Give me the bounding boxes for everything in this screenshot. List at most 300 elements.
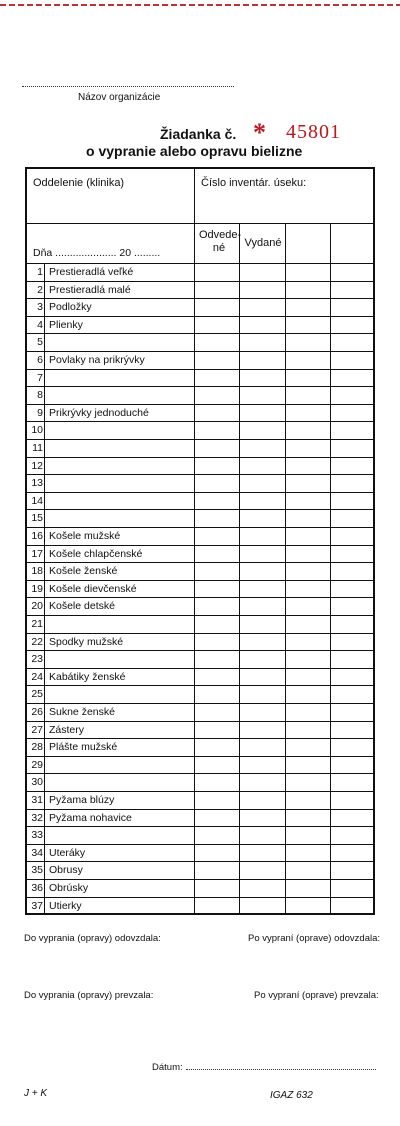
col-sep-2-header	[285, 223, 286, 263]
row-column-separator	[194, 686, 195, 703]
row-number: 7	[37, 371, 43, 384]
row-column-separator	[194, 458, 195, 475]
row-column-separator	[44, 493, 45, 510]
row-number: 12	[31, 459, 43, 472]
row-column-separator	[44, 634, 45, 651]
row-column-separator	[194, 264, 195, 281]
row-number: 6	[37, 354, 43, 366]
row-column-separator	[330, 598, 331, 615]
row-column-separator	[194, 722, 195, 739]
row-column-separator	[44, 739, 45, 756]
row-item-name: Zástery	[49, 723, 85, 736]
row-column-separator	[44, 686, 45, 703]
row-column-separator	[194, 510, 195, 527]
row-column-separator	[194, 827, 195, 844]
date-line	[186, 1069, 376, 1070]
row-number: 25	[31, 688, 43, 701]
row-item-name: Obrúsky	[49, 882, 89, 894]
column-header-delivered: Odvede- né	[199, 229, 242, 254]
row-number: 21	[31, 618, 43, 630]
table-row	[27, 492, 373, 510]
row-number: 15	[31, 512, 43, 525]
row-column-separator	[194, 528, 195, 545]
table-row	[27, 527, 373, 545]
row-column-separator	[44, 774, 45, 791]
row-column-separator	[330, 317, 331, 334]
row-column-separator	[44, 669, 45, 686]
received-for-wash-label: Do vyprania (opravy) prevzala:	[24, 990, 154, 1001]
row-column-separator	[285, 616, 286, 633]
footer-left-mark: J + K	[24, 1088, 48, 1099]
table-row	[27, 404, 373, 422]
row-column-separator	[330, 299, 331, 316]
row-column-separator	[239, 528, 240, 545]
row-column-separator	[285, 317, 286, 334]
row-column-separator	[330, 686, 331, 703]
row-item-name: Plienky	[49, 318, 83, 331]
row-column-separator	[44, 370, 45, 387]
table-row	[27, 562, 373, 580]
row-column-separator	[285, 598, 286, 615]
row-column-separator	[330, 493, 331, 510]
row-column-separator	[330, 475, 331, 492]
row-column-separator	[239, 898, 240, 915]
row-column-separator	[330, 898, 331, 915]
row-column-separator	[44, 422, 45, 439]
row-column-separator	[285, 686, 286, 703]
row-column-separator	[285, 563, 286, 580]
row-column-separator	[44, 722, 45, 739]
row-column-separator	[194, 810, 195, 827]
row-column-separator	[194, 317, 195, 334]
row-column-separator	[285, 880, 286, 897]
row-column-separator	[285, 458, 286, 475]
row-column-separator	[330, 264, 331, 281]
row-column-separator	[330, 810, 331, 827]
row-number: 31	[31, 794, 43, 806]
row-column-separator	[44, 405, 45, 422]
row-column-separator	[239, 334, 240, 351]
row-column-separator	[285, 898, 286, 915]
table-row	[27, 439, 373, 457]
row-column-separator	[330, 405, 331, 422]
row-column-separator	[194, 845, 195, 862]
row-number: 10	[31, 424, 43, 437]
department-label: Oddelenie (klinika)	[33, 177, 125, 189]
row-column-separator	[285, 722, 286, 739]
row-column-separator	[44, 810, 45, 827]
row-column-separator	[194, 299, 195, 316]
row-column-separator	[330, 827, 331, 844]
row-column-separator	[330, 546, 331, 563]
row-column-separator	[239, 827, 240, 844]
row-column-separator	[239, 370, 240, 387]
row-column-separator	[194, 634, 195, 651]
date-label: Dátum:	[152, 1062, 183, 1073]
row-column-separator	[285, 475, 286, 492]
row-column-separator	[194, 880, 195, 897]
row-column-separator	[44, 528, 45, 545]
row-item-name: Košele mužské	[49, 530, 121, 542]
row-column-separator	[239, 440, 240, 457]
row-item-name: Spodky mužské	[49, 635, 124, 648]
row-item-name: Prikrývky jednoduché	[49, 406, 149, 419]
laundry-request-table	[25, 167, 375, 915]
organization-name-line	[22, 86, 234, 87]
table-row	[27, 386, 373, 404]
row-column-separator	[330, 510, 331, 527]
table-row	[27, 369, 373, 387]
inventory-section-label: Číslo inventár. úseku:	[201, 177, 307, 189]
row-column-separator	[285, 405, 286, 422]
table-row	[27, 879, 373, 897]
row-column-separator	[44, 757, 45, 774]
row-number: 3	[37, 301, 43, 314]
row-column-separator	[239, 792, 240, 809]
row-item-name: Pyžama blúzy	[49, 794, 115, 806]
table-row	[27, 597, 373, 615]
table-row	[27, 316, 373, 334]
row-column-separator	[44, 792, 45, 809]
row-number: 4	[37, 318, 43, 331]
row-column-separator	[330, 440, 331, 457]
row-column-separator	[285, 739, 286, 756]
row-number: 1	[37, 266, 43, 278]
table-row	[27, 650, 373, 668]
row-number: 23	[31, 653, 43, 666]
row-column-separator	[330, 669, 331, 686]
row-column-separator	[330, 563, 331, 580]
table-row	[27, 668, 373, 686]
document-title: Žiadanka č.	[160, 126, 237, 142]
row-column-separator	[44, 387, 45, 404]
row-column-separator	[285, 704, 286, 721]
row-column-separator	[44, 598, 45, 615]
row-column-separator	[44, 282, 45, 299]
table-row	[27, 333, 373, 351]
row-column-separator	[194, 422, 195, 439]
row-column-separator	[285, 651, 286, 668]
row-item-name: Košele detské	[49, 600, 115, 613]
row-column-separator	[239, 739, 240, 756]
column-header-issued: Vydané	[244, 237, 282, 249]
header-divider-right	[194, 223, 373, 224]
row-number: 20	[31, 600, 43, 613]
header-divider	[27, 223, 195, 224]
row-number: 11	[32, 442, 43, 454]
table-row	[27, 861, 373, 879]
row-column-separator	[239, 282, 240, 299]
row-column-separator	[194, 862, 195, 879]
handed-after-wash-label: Po vypraní (oprave) odovzdala:	[248, 933, 381, 944]
row-column-separator	[330, 422, 331, 439]
table-row	[27, 756, 373, 774]
row-item-name: Sukne ženské	[49, 706, 115, 718]
row-column-separator	[285, 387, 286, 404]
row-number: 2	[37, 283, 43, 296]
row-column-separator	[239, 669, 240, 686]
row-column-separator	[330, 757, 331, 774]
handed-for-wash-label: Do vyprania (opravy) odovzdala:	[24, 933, 161, 944]
row-number: 26	[31, 706, 43, 718]
row-item-name: Podložky	[49, 301, 92, 314]
table-row	[27, 633, 373, 651]
row-item-name: Košele dievčenské	[49, 582, 137, 595]
row-column-separator	[285, 827, 286, 844]
row-column-separator	[285, 792, 286, 809]
row-number: 8	[37, 389, 43, 402]
table-row	[27, 545, 373, 563]
row-number: 18	[31, 565, 43, 578]
row-column-separator	[44, 458, 45, 475]
col-sep-3-header	[330, 223, 331, 263]
row-column-separator	[194, 405, 195, 422]
row-column-separator	[330, 880, 331, 897]
row-column-separator	[194, 669, 195, 686]
row-column-separator	[239, 422, 240, 439]
row-number: 37	[31, 899, 43, 912]
row-item-name: Uteráky	[49, 846, 86, 859]
row-column-separator	[44, 334, 45, 351]
table-row	[27, 474, 373, 492]
footer-form-code: IGAZ 632	[270, 1090, 313, 1101]
row-column-separator	[239, 651, 240, 668]
row-column-separator	[239, 598, 240, 615]
table-row	[27, 773, 373, 791]
row-column-separator	[44, 563, 45, 580]
row-column-separator	[285, 669, 286, 686]
row-column-separator	[194, 704, 195, 721]
row-column-separator	[194, 792, 195, 809]
row-number: 14	[31, 494, 43, 507]
row-item-name: Utierky	[49, 899, 82, 912]
row-column-separator	[194, 898, 195, 915]
row-column-separator	[285, 493, 286, 510]
row-item-name: Pyžama nohavice	[49, 811, 132, 824]
row-column-separator	[194, 352, 195, 369]
table-row	[27, 615, 373, 633]
row-column-separator	[239, 704, 240, 721]
row-column-separator	[239, 546, 240, 563]
row-column-separator	[44, 651, 45, 668]
row-column-separator	[44, 299, 45, 316]
table-row	[27, 281, 373, 299]
date-field-label: Dňa ..................... 20 .........	[33, 247, 161, 259]
table-row	[27, 738, 373, 756]
row-column-separator	[239, 581, 240, 598]
row-column-separator	[285, 546, 286, 563]
row-column-separator	[239, 774, 240, 791]
row-item-name: Prestieradlá malé	[49, 283, 131, 296]
row-column-separator	[285, 299, 286, 316]
row-column-separator	[194, 774, 195, 791]
row-column-separator	[194, 563, 195, 580]
row-column-separator	[44, 440, 45, 457]
row-column-separator	[330, 862, 331, 879]
row-column-separator	[194, 616, 195, 633]
row-column-separator	[285, 810, 286, 827]
row-column-separator	[285, 264, 286, 281]
table-row	[27, 263, 373, 281]
table-row	[27, 844, 373, 862]
row-column-separator	[239, 352, 240, 369]
row-column-separator	[194, 739, 195, 756]
row-item-name: Plášte mužské	[49, 741, 118, 754]
row-column-separator	[330, 739, 331, 756]
row-item-name: Kabátiky ženské	[49, 670, 126, 683]
row-column-separator	[194, 757, 195, 774]
row-column-separator	[239, 510, 240, 527]
row-column-separator	[194, 282, 195, 299]
row-column-separator	[44, 475, 45, 492]
table-row	[27, 509, 373, 527]
row-column-separator	[285, 862, 286, 879]
row-column-separator	[285, 282, 286, 299]
row-column-separator	[239, 616, 240, 633]
row-column-separator	[285, 334, 286, 351]
row-column-separator	[285, 352, 286, 369]
row-column-separator	[44, 845, 45, 862]
row-column-separator	[239, 387, 240, 404]
row-number: 24	[31, 670, 43, 683]
row-number: 28	[31, 741, 43, 754]
row-column-separator	[44, 264, 45, 281]
row-number: 9	[37, 406, 43, 419]
row-column-separator	[330, 845, 331, 862]
row-column-separator	[44, 546, 45, 563]
row-column-separator	[285, 422, 286, 439]
row-column-separator	[285, 510, 286, 527]
row-column-separator	[285, 757, 286, 774]
row-column-separator	[285, 774, 286, 791]
row-column-separator	[194, 334, 195, 351]
row-column-separator	[239, 299, 240, 316]
row-column-separator	[239, 862, 240, 879]
header-vertical-divider	[194, 169, 195, 263]
row-column-separator	[194, 370, 195, 387]
table-row	[27, 826, 373, 844]
row-column-separator	[44, 581, 45, 598]
row-column-separator	[44, 616, 45, 633]
row-column-separator	[330, 792, 331, 809]
row-number: 33	[31, 829, 43, 842]
row-column-separator	[239, 264, 240, 281]
row-column-separator	[330, 722, 331, 739]
document-subtitle: o vypranie alebo opravu bielizne	[86, 143, 303, 159]
table-row	[27, 298, 373, 316]
row-number: 36	[31, 882, 43, 894]
row-number: 13	[31, 477, 43, 490]
row-column-separator	[44, 827, 45, 844]
row-column-separator	[44, 880, 45, 897]
row-column-separator	[44, 510, 45, 527]
row-column-separator	[285, 845, 286, 862]
document-number: 45801	[286, 121, 341, 143]
row-column-separator	[194, 475, 195, 492]
row-column-separator	[194, 493, 195, 510]
row-column-separator	[239, 405, 240, 422]
row-column-separator	[330, 634, 331, 651]
received-after-wash-label: Po vypraní (oprave) prevzala:	[254, 990, 379, 1001]
table-row	[27, 809, 373, 827]
row-column-separator	[330, 774, 331, 791]
row-number: 17	[31, 547, 43, 560]
row-number: 19	[31, 582, 43, 595]
row-column-separator	[330, 370, 331, 387]
row-column-separator	[239, 686, 240, 703]
table-row	[27, 721, 373, 739]
row-column-separator	[194, 598, 195, 615]
row-column-separator	[194, 581, 195, 598]
row-column-separator	[330, 458, 331, 475]
row-number: 35	[31, 864, 43, 877]
row-number: 30	[31, 776, 43, 789]
row-column-separator	[330, 387, 331, 404]
row-column-separator	[330, 704, 331, 721]
row-column-separator	[44, 898, 45, 915]
serial-asterisk: *	[253, 118, 266, 147]
row-column-separator	[330, 352, 331, 369]
row-column-separator	[239, 810, 240, 827]
row-column-separator	[285, 440, 286, 457]
row-column-separator	[194, 387, 195, 404]
row-column-separator	[285, 528, 286, 545]
row-column-separator	[239, 845, 240, 862]
row-column-separator	[194, 546, 195, 563]
row-number: 16	[31, 530, 43, 542]
row-column-separator	[239, 722, 240, 739]
table-row	[27, 457, 373, 475]
row-column-separator	[194, 440, 195, 457]
row-column-separator	[44, 704, 45, 721]
row-column-separator	[330, 581, 331, 598]
table-row	[27, 685, 373, 703]
row-item-name: Povlaky na prikrývky	[49, 354, 145, 366]
row-column-separator	[239, 563, 240, 580]
row-column-separator	[239, 880, 240, 897]
organization-name-label: Názov organizácie	[78, 92, 161, 103]
row-item-name: Košele ženské	[49, 565, 118, 578]
row-column-separator	[330, 334, 331, 351]
row-number: 22	[31, 635, 43, 648]
row-column-separator	[330, 651, 331, 668]
table-row	[27, 791, 373, 809]
row-column-separator	[239, 317, 240, 334]
row-column-separator	[44, 317, 45, 334]
row-column-separator	[285, 370, 286, 387]
table-row	[27, 421, 373, 439]
row-column-separator	[285, 634, 286, 651]
row-column-separator	[330, 616, 331, 633]
row-column-separator	[239, 493, 240, 510]
perforation-line	[0, 0, 400, 14]
row-column-separator	[239, 634, 240, 651]
row-number: 5	[37, 336, 43, 349]
row-item-name: Košele chlapčenské	[49, 547, 143, 560]
table-row	[27, 703, 373, 721]
row-number: 29	[31, 758, 43, 771]
row-column-separator	[239, 757, 240, 774]
row-column-separator	[44, 862, 45, 879]
row-column-separator	[44, 352, 45, 369]
row-column-separator	[330, 528, 331, 545]
table-row	[27, 580, 373, 598]
row-number: 32	[31, 811, 43, 824]
row-column-separator	[194, 651, 195, 668]
table-row	[27, 897, 373, 915]
row-item-name: Prestieradlá veľké	[49, 266, 134, 278]
row-column-separator	[285, 581, 286, 598]
